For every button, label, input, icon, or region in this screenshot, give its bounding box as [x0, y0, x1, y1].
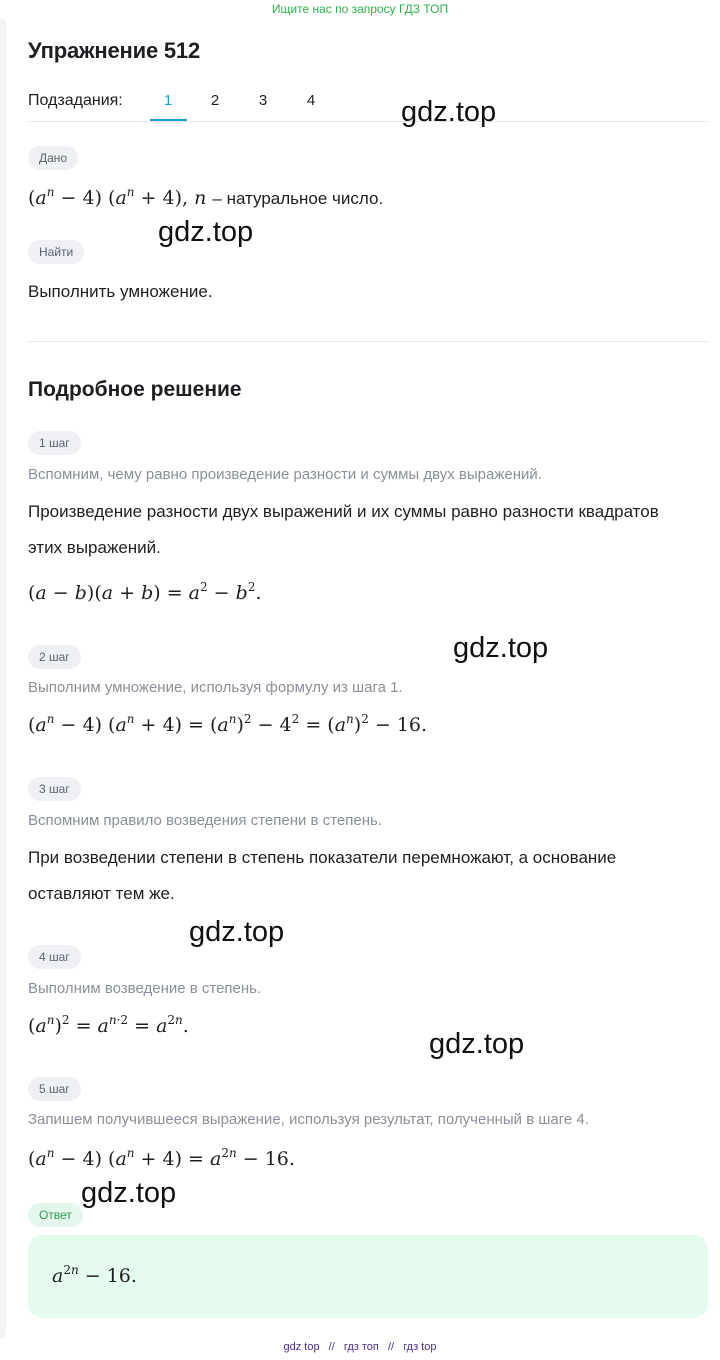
step-1-hint: Вспомним, чему равно произведение разности и суммы двух выражений.: [28, 466, 542, 483]
footer-links: [0, 1341, 720, 1353]
left-rail: [0, 18, 6, 1338]
step-2-hint: Выполним умножение, используя формулу из шага 1.: [28, 679, 403, 696]
find-pill: Найти: [28, 240, 84, 264]
step-3-hint: Вспомним правило возведения степени в степень.: [28, 812, 382, 829]
subtask-tab-1[interactable]: 1: [163, 92, 173, 109]
footer-link-1[interactable]: gdz top: [283, 1341, 320, 1353]
step-3-text: При возведении степени в степень показатели перемножают, а основание оставляют тем же.: [28, 848, 617, 903]
footer-link-3[interactable]: гдз top: [403, 1341, 437, 1353]
step-1-text: Произведение разности двух выражений и их суммы равно разности квадратов этих выражений.: [28, 502, 659, 557]
footer-separator: //: [387, 1341, 395, 1353]
step-5-formula: $(a^n - 4) (a^n + 4) = a^{2n} - 16$.: [28, 1146, 295, 1170]
answer-expression: $a^{2n} - 16$.: [52, 1263, 137, 1287]
active-tab-indicator: [150, 119, 187, 121]
footer-link-2[interactable]: гдз топ: [343, 1341, 379, 1353]
given-expression: $(a^n - 4) (a^n + 4)$, n – натуральное число.: [28, 185, 384, 209]
given-tail: – натуральное число.: [212, 189, 384, 208]
step-4-pill: 4 шаг: [28, 945, 81, 969]
step-5-hint: Запишем получившееся выражение, используя результат, полученный в шаге 4.: [28, 1111, 589, 1128]
subtask-tab-2[interactable]: 2: [210, 92, 220, 109]
step-4-formula: $(a^n)^2 = a^{n\cdot 2} = a^{2n}$.: [28, 1013, 189, 1037]
watermark: gdz.top: [453, 632, 549, 664]
solution-title: Подробное решение: [28, 378, 242, 401]
subtasks-label: Подзадания:: [28, 92, 123, 109]
given-pill: Дано: [28, 146, 78, 170]
find-text: Выполнить умножение.: [28, 282, 213, 301]
watermark: gdz.top: [401, 96, 497, 128]
section-divider: [28, 341, 708, 342]
answer-box: [28, 1235, 708, 1318]
watermark: gdz.top: [429, 1028, 525, 1060]
watermark: gdz.top: [158, 216, 254, 248]
step-3-pill: 3 шаг: [28, 777, 81, 801]
subtask-tab-3[interactable]: 3: [258, 92, 268, 109]
footer-separator: //: [328, 1341, 335, 1353]
watermark: gdz.top: [189, 916, 285, 948]
page-title: Упражнение 512: [28, 38, 200, 63]
top-banner[interactable]: Ищите нас по запросу ГДЗ ТОП: [271, 2, 449, 16]
watermark: gdz.top: [81, 1177, 177, 1209]
subtask-tab-4[interactable]: 4: [306, 92, 316, 109]
subtasks-nav: [28, 90, 708, 122]
step-2-formula: $(a^n - 4) (a^n + 4) = (a^n)^2 - 4^2 = (a^n)^2 - 16$.: [28, 712, 428, 736]
step-4-hint: Выполним возведение в степень.: [28, 980, 262, 997]
step-1-pill: 1 шаг: [28, 431, 81, 455]
step-5-pill: 5 шаг: [28, 1077, 81, 1101]
answer-pill: Ответ: [28, 1203, 83, 1227]
step-1-formula: $(a - b)(a + b) = a^2 - b^2$.: [28, 580, 262, 604]
step-2-pill: 2 шаг: [28, 645, 81, 669]
